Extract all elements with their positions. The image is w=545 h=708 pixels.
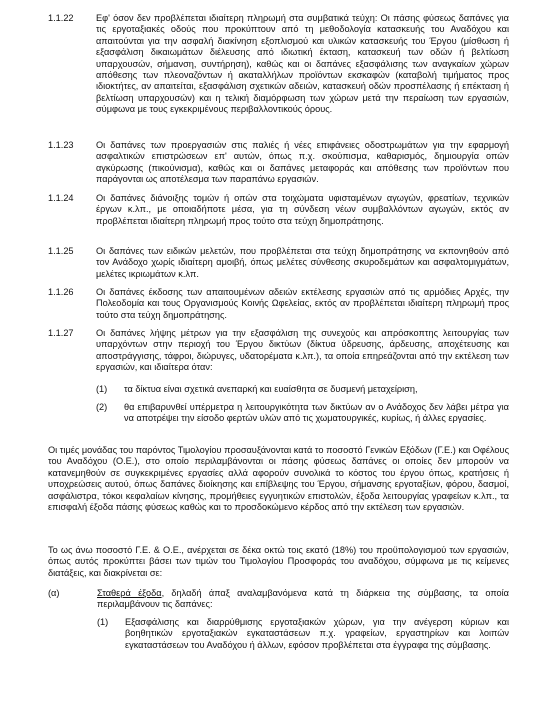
clause-number: 1.1.27 <box>48 328 74 338</box>
item-text: τα δίκτυα είναι σχετικά ανεπαρκή και ευαίσθητα σε δυσμενή μεταχείριση, <box>124 384 418 394</box>
clause-text: Οι δαπάνες των προεργασιών στις παλιές ή νέες επιφάνειες οδοστρωμάτων για την εφαρμογή ασφαλτικών επιστρώσεων επ' αυτών, όπως π.χ. σκούπισμα, καθαρισμός, δημιουργία οπών αγκύρωσης (πικούνισμα), καθώς και οι δαπάνες μεταφοράς και απόθεσης των προϊόντων που παράγονται ως αποτέλεσμα των παραπάνω εργασιών. <box>96 140 509 185</box>
clause-text: Οι δαπάνες διάνοιξης τομών ή οπών στα τοιχώματα υφισταμένων αγωγών, φρεατίων, τεχνικών έργων κ.λπ., με οποιαδήποτε μέσα, για τη σύνδεση νέων συμβαλλόντων αγωγών, εκτός αν προβλέπεται ιδιαίτερη πληρωμή προς τούτο στα τεύχη δημοπράτησης. <box>96 193 509 226</box>
clause-number: 1.1.23 <box>48 140 74 150</box>
item-a-label: Σταθερά έξοδα <box>97 588 162 598</box>
paragraph-percentage: Το ως άνω ποσοστό Γ.Ε. & Ο.Ε., ανέρχεται σε δέκα οκτώ τοις εκατό (18%) του προϋπολογισμού των εργασιών, όπως αυτός προκύπτει βάσει των τιμών του Τιμολογίου Προσφοράς του αναδόχου, σύμφωνα με τις κείμενες διατάξεις, και διακρίνεται σε: <box>48 545 509 578</box>
clause-text: Εφ' όσον δεν προβλέπεται ιδιαίτερη πληρωμή στα συμβατικά τεύχη: Οι πάσης φύσεως δαπάνες για τις εργοταξιακές οδούς που προκύπτουν από τη μεθοδολογία κατασκευής του Αναδόχου και απαιτούνται για την ασφαλή διακίνηση εξοπλισμού και υλικών κατασκευής του Έργου (μίσθωση ή εξασφάλιση δικαιωμάτων διέλευσης από ιδιωτική έκταση, κατασκευή των οδών ή βελτίωση υπαρχουσών, σήμανση, συντήρηση), καθώς και οι δαπάνες εξασφάλισης των αναγκαίων χώρων απόθεσης των πλεοναζόντων ή ακαταλλήλων προϊόντων εκσκαφών (καταβολή τιμήματος προς ιδιοκτήτες, αν απαιτείται, εξασφάλιση σχετικών αδειών, κατασκευή οδών προσπέλασης ή επέκταση ή βελτίωση υπαρχουσών) και η τελική διαμόρφωση των χώρων μετά την περαίωση των εργασιών, σύμφωνα με τους εγκεκριμένους περιβαλλοντικούς όρους. <box>96 13 509 115</box>
item-number: (1) <box>97 617 109 627</box>
clause-number: 1.1.24 <box>48 193 74 203</box>
clause-text: Οι δαπάνες λήψης μέτρων για την εξασφάλιση της συνεχούς και απρόσκοπτης λειτουργίας των υπαρχόντων στην περιοχή του Έργου δικτύων (δίκτυα ύδρευσης, άρδευσης, αποχέτευσης και αποστράγγισης, τάφροι, διώρυγες, υδατορέματα κ.λπ.), τα οποία επηρεάζονται από την εκτέλεση των εργασιών, και ιδιαίτερα όταν: <box>96 328 509 373</box>
clause-number: 1.1.25 <box>48 246 74 256</box>
item-text: θα επιβαρυνθεί υπέρμετρα η λειτουργικότητα των δικτύων αν ο Ανάδοχος δεν λάβει μέτρα για να αποτρέψει την είσοδο φερτών υλών από τις χωματουργικές, κυρίως, ή άλλες εργασίες. <box>124 402 509 424</box>
clause-text: Οι δαπάνες έκδοσης των απαιτουμένων αδειών εκτέλεσης εργασιών από τις αρμόδιες Αρχές, την Πολεοδομία και τους Οργανισμούς Κοινής Ωφελείας, εκτός αν προβλέπεται ιδιαίτερη πληρωμή προς τούτο στα τεύχη δημοπράτησης. <box>96 287 509 320</box>
item-text: Εξασφάλισης και διαρρύθμισης εργοταξιακών χώρων, για την ανέγερση κύριων και βοηθητικών εργοταξιακών εγκαταστάσεων π.χ. γραφείων, εργαστηρίων και λοιπών εγκαταστάσεων του Αναδόχου ή άλλων, εφόσον προβλέπεται στα έγγραφα της σύμβασης. <box>125 617 509 650</box>
item-number: (2) <box>96 402 108 412</box>
item-a-description: , δηλαδή άπαξ αναλαμβανόμενα κατά τη διάρκεια της σύμβασης, τα οποία περιλαμβάνουν τις δαπάνες: <box>97 588 509 610</box>
paragraph-general-expenses: Οι τιμές μονάδας του παρόντος Τιμολογίου προσαυξάνονται κατά το ποσοστό Γενικών Εξόδων (Γ.Ε.) και Οφέλους του Αναδόχου (Ο.Ε.), στο οποίο περιλαμβάνονται οι πάσης φύσεως δαπάνες οι οποίες δεν μπορούν να κατανεμηθούν σε συγκεκριμένες εργασίες αλλά αφορούν συνολικά το κόστος του έργου όπως, κρατήσεις ή υποχρεώσεις αυτού, όπως δαπάνες διοίκησης και επίβλεψης του Έργου, σήμανσης εργοταξίων, φόρου, δασμοί, ασφάλιστρα, τόκοι κεφαλαίων κίνησης, προμήθειες εγγυητικών επιστολών, έξοδα λειτουργίας γραφείων κ.λπ., τα επισφαλή έξοδα πάσης φύσεως καθώς και το προσδοκώμενο κέρδος από την εκτέλεση των εργασιών. <box>48 445 509 513</box>
item-a-text <box>97 588 509 611</box>
clause-number: 1.1.22 <box>48 13 74 23</box>
item-a-number: (α) <box>48 588 60 598</box>
clause-number: 1.1.26 <box>48 287 74 297</box>
item-number: (1) <box>96 384 108 394</box>
clause-text: Οι δαπάνες των ειδικών μελετών, που προβλέπεται στα τεύχη δημοπράτησης να εκπονηθούν από τον Ανάδοχο χωρίς ιδιαίτερη αμοιβή, όπως μελέτες σύνθεσης σκυροδεμάτων και ασφαλτομιγμάτων, μελέτες ικριωμάτων κ.λπ. <box>96 246 509 279</box>
